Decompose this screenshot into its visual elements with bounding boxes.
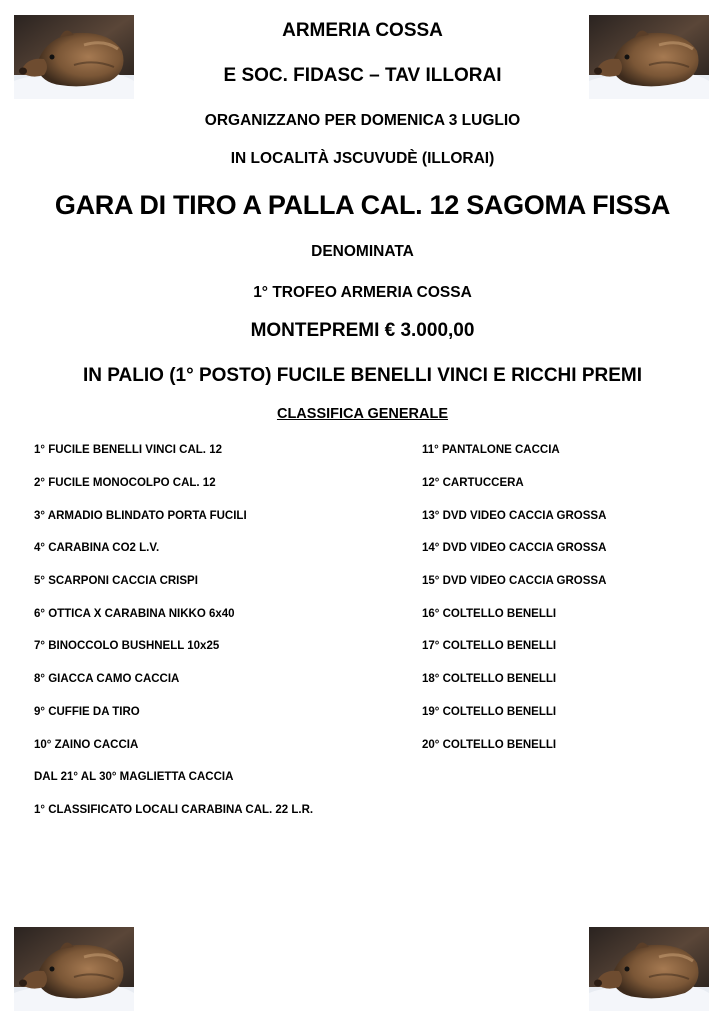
prize-item: 2° FUCILE MONOCOLPO CAL. 12 bbox=[34, 477, 216, 489]
prize-item: 4° CARABINA CO2 L.V. bbox=[34, 542, 160, 554]
ranking-heading: CLASSIFICA GENERALE bbox=[276, 406, 449, 422]
wild-boar-icon bbox=[14, 927, 134, 1011]
prize-item: 10° ZAINO CACCIA bbox=[34, 739, 139, 751]
boar-photo-bottom-left bbox=[14, 927, 134, 1011]
prize-item: 1° CLASSIFICATO LOCALI CARABINA CAL. 22 L.R. bbox=[34, 804, 314, 816]
prize-pool: MONTEPREMI € 3.000,00 bbox=[250, 320, 475, 341]
denomination-label: DENOMINATA bbox=[311, 243, 414, 260]
prize-item: 16° COLTELLO BENELLI bbox=[422, 608, 557, 620]
prize-item: 18° COLTELLO BENELLI bbox=[422, 673, 557, 685]
prize-item: 13° DVD VIDEO CACCIA GROSSA bbox=[422, 510, 607, 522]
event-title: GARA DI TIRO A PALLA CAL. 12 SAGOMA FISSA bbox=[54, 190, 671, 220]
prize-item: DAL 21° AL 30° MAGLIETTA CACCIA bbox=[34, 771, 234, 783]
prize-item: 14° DVD VIDEO CACCIA GROSSA bbox=[422, 542, 607, 554]
prize-item: 15° DVD VIDEO CACCIA GROSSA bbox=[422, 575, 607, 587]
event-location: IN LOCALITÀ JSCUVUDÈ (ILLORAI) bbox=[230, 150, 495, 167]
organizer-name: ARMERIA COSSA bbox=[282, 20, 443, 41]
prize-item: 12° CARTUCCERA bbox=[422, 477, 524, 489]
prize-item: 11° PANTALONE CACCIA bbox=[422, 444, 560, 456]
prize-item: 8° GIACCA CAMO CACCIA bbox=[34, 673, 180, 685]
wild-boar-icon bbox=[589, 927, 709, 1011]
trophy-name: 1° TROFEO ARMERIA COSSA bbox=[253, 284, 472, 301]
prize-item: 20° COLTELLO BENELLI bbox=[422, 739, 557, 751]
prize-item: 17° COLTELLO BENELLI bbox=[422, 640, 557, 652]
prize-item: 3° ARMADIO BLINDATO PORTA FUCILI bbox=[34, 510, 247, 522]
prize-item: 5° SCARPONI CACCIA CRISPI bbox=[34, 575, 198, 587]
boar-photo-bottom-right bbox=[589, 927, 709, 1011]
first-prize-line: IN PALIO (1° POSTO) FUCILE BENELLI VINCI E RICCHI PREMI bbox=[83, 365, 642, 386]
prize-item: 1° FUCILE BENELLI VINCI CAL. 12 bbox=[34, 444, 222, 456]
prize-item: 9° CUFFIE DA TIRO bbox=[34, 706, 140, 718]
prize-item: 6° OTTICA X CARABINA NIKKO 6x40 bbox=[34, 608, 235, 620]
event-date: ORGANIZZANO PER DOMENICA 3 LUGLIO bbox=[204, 112, 521, 129]
co-organizer-name: E SOC. FIDASC – TAV ILLORAI bbox=[223, 65, 502, 86]
prize-item: 7° BINOCCOLO BUSHNELL 10x25 bbox=[34, 640, 220, 652]
prize-item: 19° COLTELLO BENELLI bbox=[422, 706, 557, 718]
